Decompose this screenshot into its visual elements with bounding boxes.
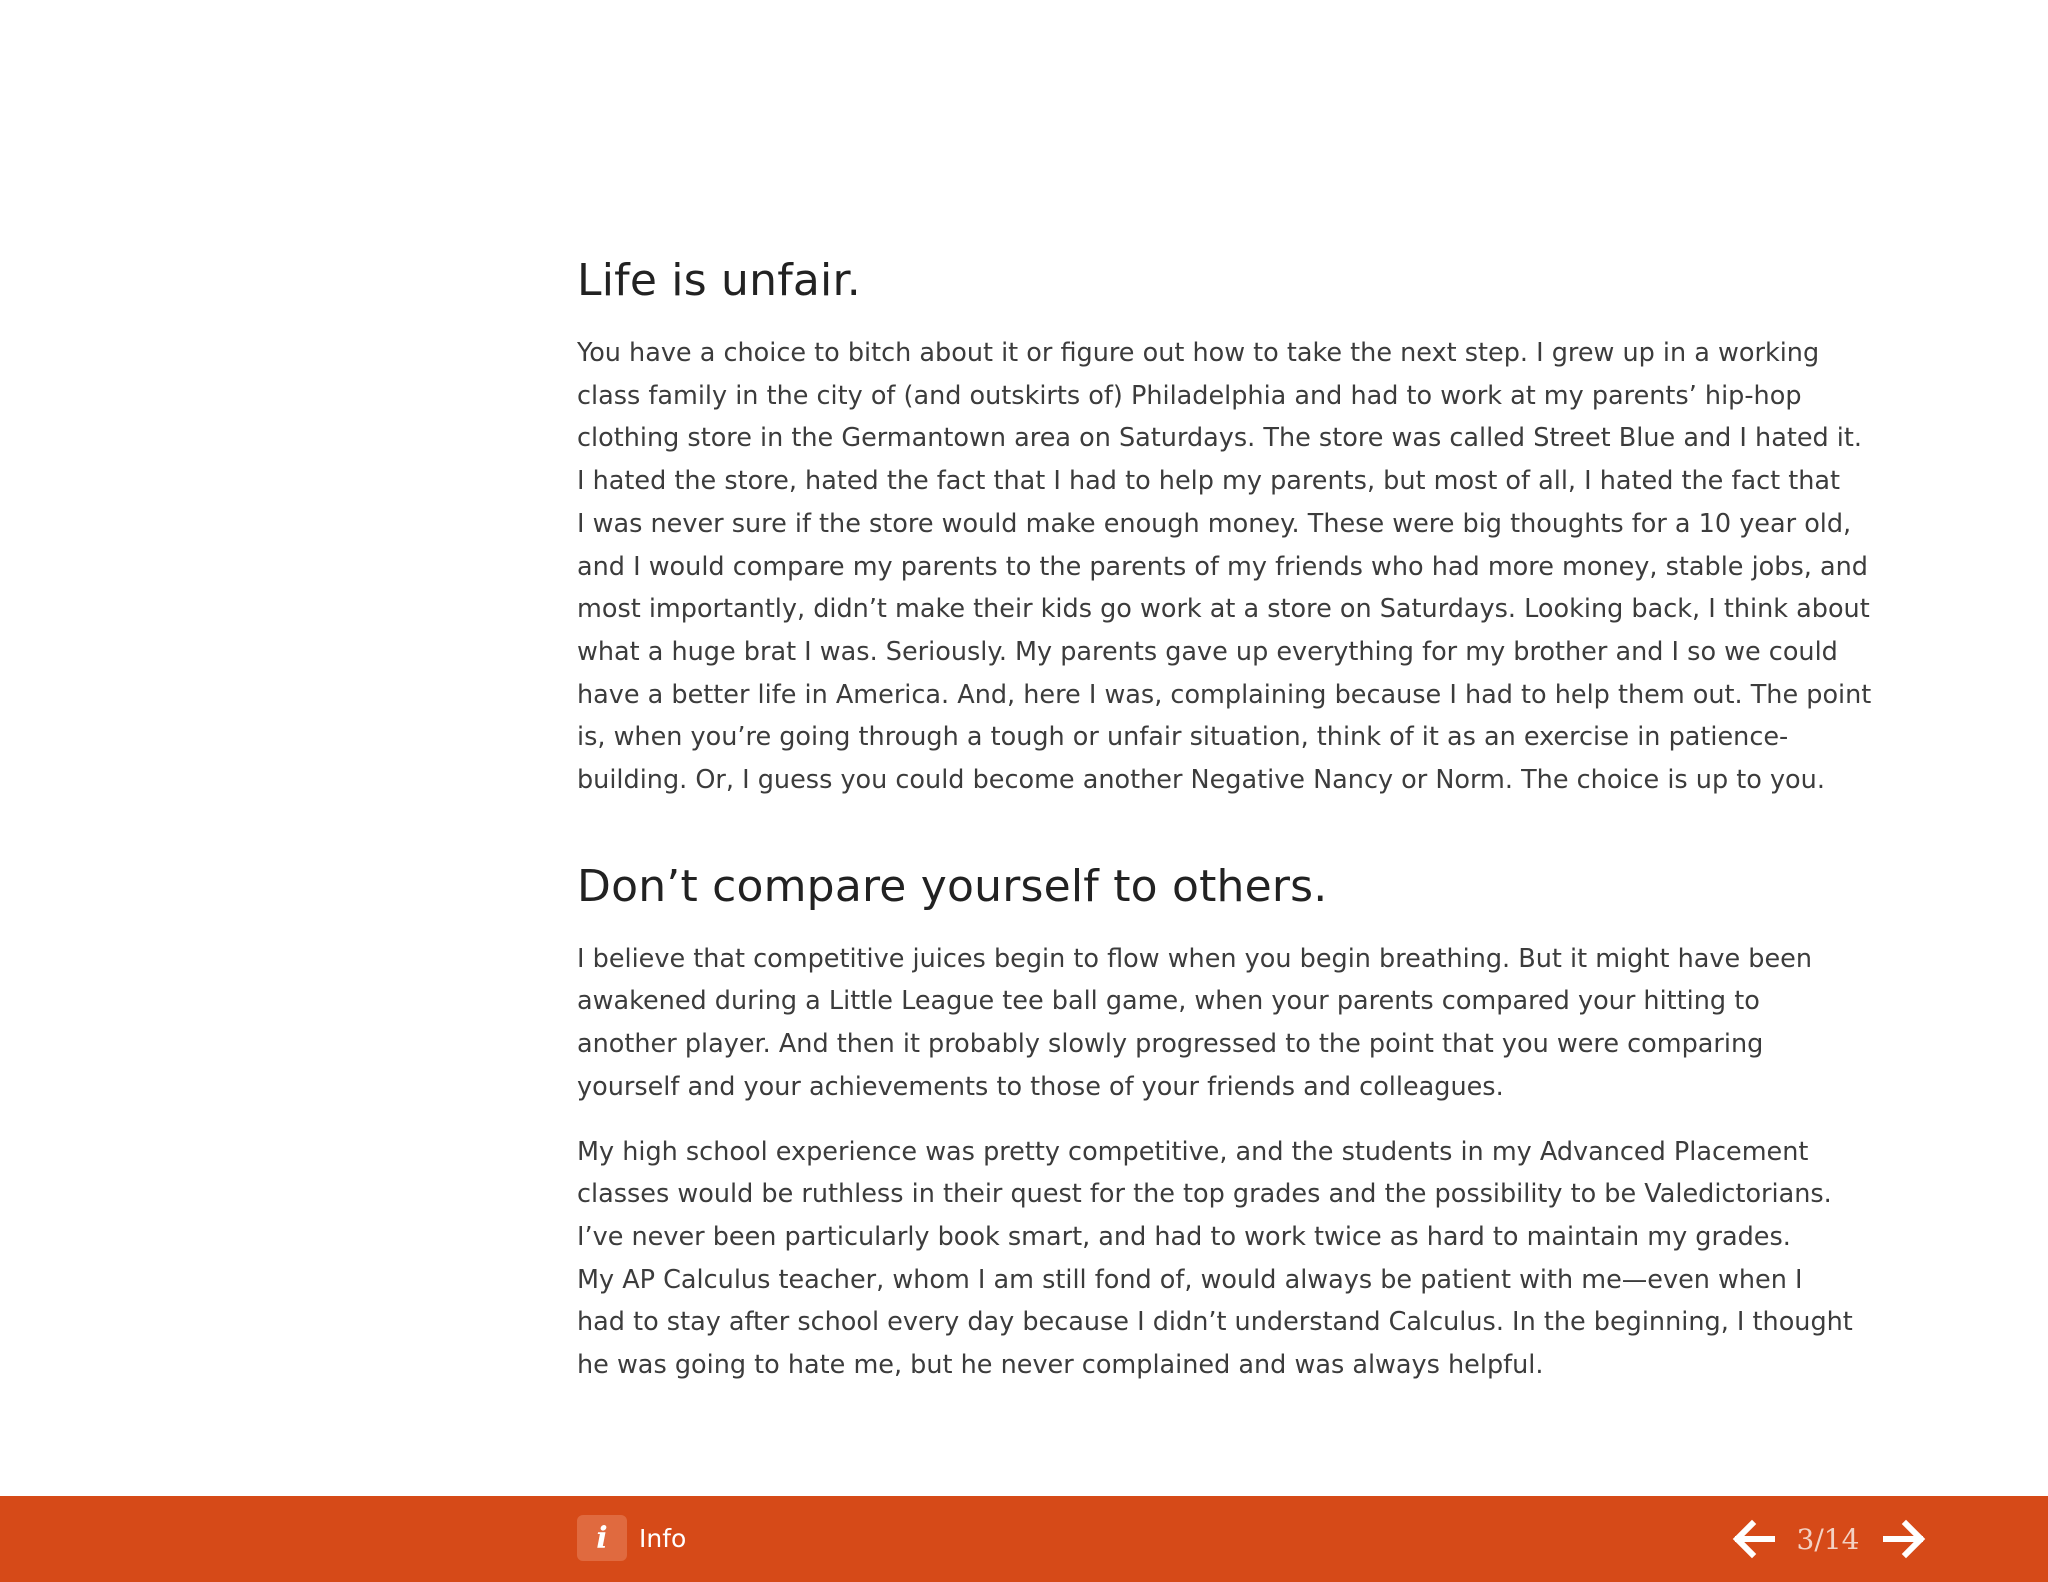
section-heading: Life is unfair.: [577, 255, 861, 306]
arrow-left-icon: [1728, 1514, 1778, 1564]
info-icon: i: [577, 1515, 627, 1561]
body-paragraph: I believe that competitive juices begin to flow when you begin breathing. But it might have been awakened during a Little League tee ball game, when your parents compared your hitting to another player. And then it probably slowly progressed to the point that you were comparing yourself and your achievements to those of your friends and colleagues.: [577, 943, 1812, 1102]
section-heading: Don’t compare yourself to others.: [577, 860, 1328, 912]
arrow-right-icon: [1880, 1514, 1930, 1564]
article-content: [577, 252, 1877, 1409]
body-paragraph: You have a choice to bitch about it or figure out how to take the next step. I grew up in a working class family in the city of (and outskirts of) Philadelphia and had to work at my parents’ hip-hop clothing store in the Germantown area on Saturdays. The store was called Street Blue and I hated it. I hated the store, hated the fact that I had to help my parents, but most of all, I hated the fact that I was never sure if the store would make enough money. These were big thoughts for a 10 year old, and I would compare my parents to the parents of my friends who had more money, stable jobs, and most importantly, didn’t make their kids go work at a store on Saturdays. Looking back, I think about what a huge brat I was. Seriously. My parents gave up everything for my brother and I so we could have a better life in America. And, here I was, complaining because I had to help them out. The point is, when you’re going through a tough or unfair situation, think of it as an exercise in patience- building. Or, I guess you could become another Negative Nancy or Norm. The choice is up to you.: [577, 338, 1872, 796]
section-spacer: [577, 824, 1877, 858]
info-button[interactable]: [577, 1513, 686, 1563]
page-indicator: 3/14: [1796, 1523, 1860, 1556]
info-label: Info: [639, 1523, 687, 1553]
next-page-button[interactable]: [1880, 1514, 1930, 1564]
previous-page-button[interactable]: [1728, 1514, 1778, 1564]
bottom-toolbar: [0, 1496, 2048, 1582]
body-paragraph: My high school experience was pretty competitive, and the students in my Advanced Placement classes would be ruthless in their quest for the top grades and the possibility to be Valedictorians. I’ve never been particularly book smart, and had to work twice as hard to maintain my grades. My AP Calculus teacher, whom I am still fond of, would always be patient with me—even when I had to stay after school every day because I didn’t understand Calculus. In the beginning, I thought he was going to hate me, but he never complained and was always helpful.: [577, 1136, 1853, 1381]
